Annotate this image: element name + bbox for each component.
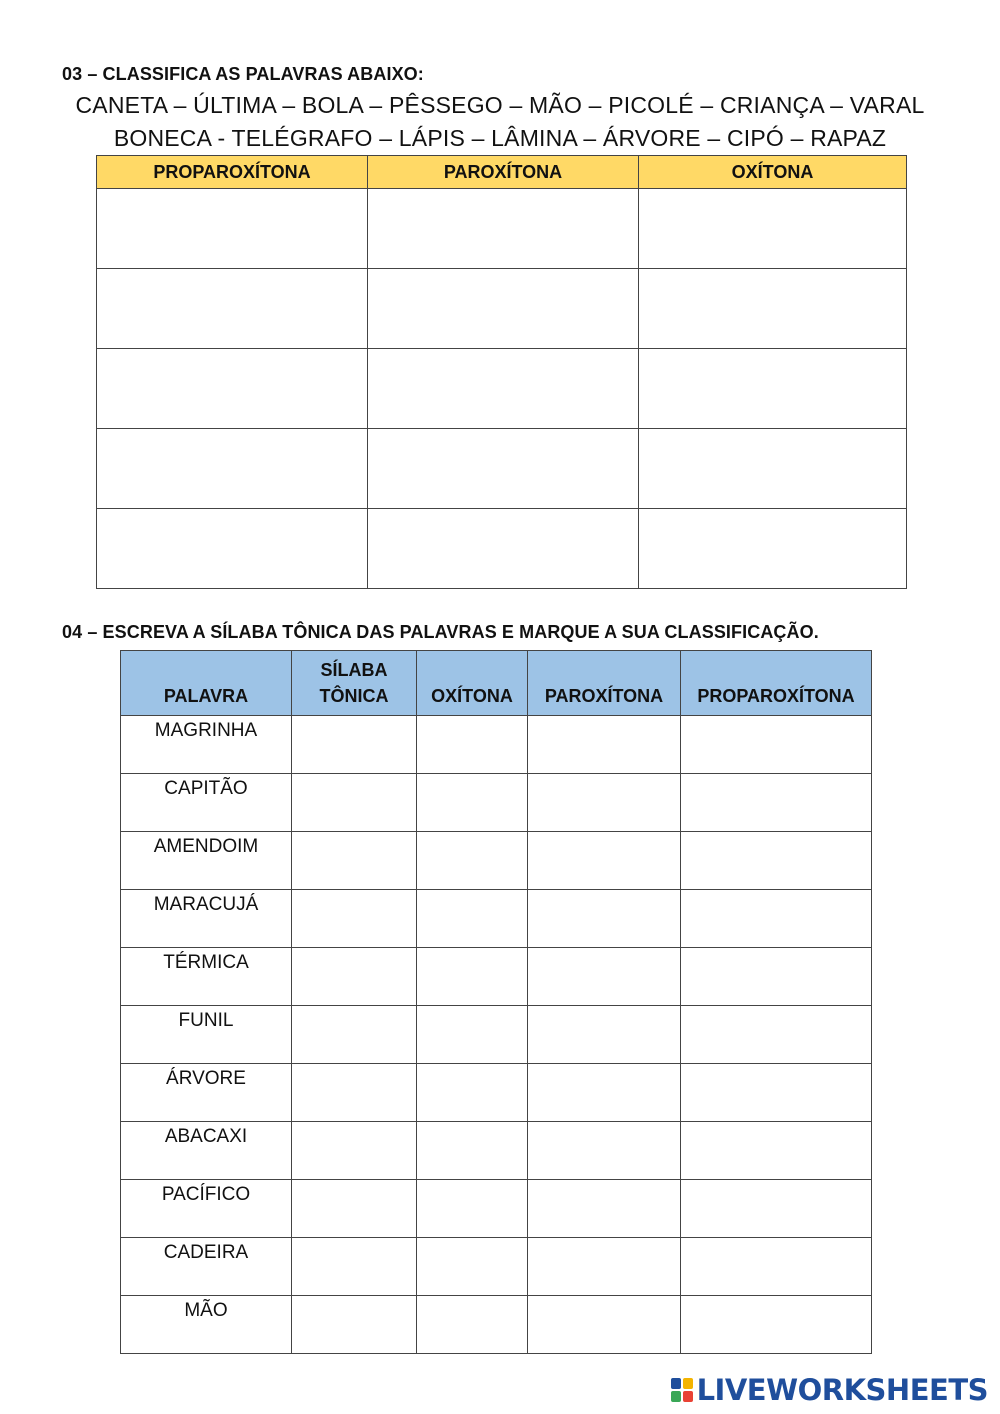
classification-mark-cell[interactable] xyxy=(528,890,681,948)
answer-cell[interactable] xyxy=(97,349,368,429)
answer-cell[interactable] xyxy=(368,349,639,429)
classification-mark-cell[interactable] xyxy=(681,1296,872,1354)
header-oxitona: OXÍTONA xyxy=(639,156,907,189)
header-oxitona: OXÍTONA xyxy=(417,651,528,716)
answer-cell[interactable] xyxy=(639,429,907,509)
classification-mark-cell[interactable] xyxy=(528,1064,681,1122)
answer-cell[interactable] xyxy=(639,349,907,429)
stress-syllable-cell[interactable] xyxy=(292,890,417,948)
answer-cell[interactable] xyxy=(368,429,639,509)
question-4-title: 04 – ESCREVA A SÍLABA TÔNICA DAS PALAVRAS E MARQUE A SUA CLASSIFICAÇÃO. xyxy=(62,622,819,642)
word-cell: ÁRVORE xyxy=(121,1064,292,1122)
header-proparoxitona: PROPAROXÍTONA xyxy=(97,156,368,189)
answer-cell[interactable] xyxy=(97,509,368,589)
header-paroxitona: PAROXÍTONA xyxy=(528,651,681,716)
classification-mark-cell[interactable] xyxy=(528,1006,681,1064)
word-row xyxy=(121,1006,872,1064)
stress-syllable-cell[interactable] xyxy=(292,1006,417,1064)
answer-cell[interactable] xyxy=(97,269,368,349)
word-cell: MARACUJÁ xyxy=(121,890,292,948)
stress-body xyxy=(121,716,872,1354)
header-palavra: PALAVRA xyxy=(121,651,292,716)
stress-header-row xyxy=(121,651,872,716)
classification-mark-cell[interactable] xyxy=(417,1122,528,1180)
classification-mark-cell[interactable] xyxy=(417,890,528,948)
classification-mark-cell[interactable] xyxy=(681,1122,872,1180)
word-row xyxy=(121,890,872,948)
classification-mark-cell[interactable] xyxy=(417,1296,528,1354)
stress-syllable-cell[interactable] xyxy=(292,832,417,890)
classification-mark-cell[interactable] xyxy=(528,832,681,890)
classification-mark-cell[interactable] xyxy=(417,832,528,890)
word-row xyxy=(121,832,872,890)
liveworksheets-logo-icon xyxy=(671,1377,693,1403)
stress-syllable-cell[interactable] xyxy=(292,948,417,1006)
classification-mark-cell[interactable] xyxy=(681,774,872,832)
answer-cell[interactable] xyxy=(97,189,368,269)
header-silaba-tonica: SÍLABA TÔNICA xyxy=(292,651,417,716)
classification-mark-cell[interactable] xyxy=(417,1180,528,1238)
word-row xyxy=(121,716,872,774)
classification-mark-cell[interactable] xyxy=(417,1064,528,1122)
word-list-line-2: BONECA - TELÉGRAFO – LÁPIS – LÂMINA – ÁRVORE – CIPÓ – RAPAZ xyxy=(113,125,887,151)
classification-mark-cell[interactable] xyxy=(528,1122,681,1180)
classification-mark-cell[interactable] xyxy=(417,948,528,1006)
classification-mark-cell[interactable] xyxy=(681,1238,872,1296)
classification-mark-cell[interactable] xyxy=(417,774,528,832)
word-cell: CAPITÃO xyxy=(121,774,292,832)
classification-mark-cell[interactable] xyxy=(681,948,872,1006)
word-cell: PACÍFICO xyxy=(121,1180,292,1238)
header-proparoxitona: PROPAROXÍTONA xyxy=(681,651,872,716)
stress-syllable-cell[interactable] xyxy=(292,1064,417,1122)
classification-row xyxy=(97,429,907,509)
stress-syllable-cell[interactable] xyxy=(292,716,417,774)
word-cell: MÃO xyxy=(121,1296,292,1354)
stress-syllable-table xyxy=(120,650,872,1354)
stress-syllable-cell[interactable] xyxy=(292,1122,417,1180)
word-list-line-1: CANETA – ÚLTIMA – BOLA – PÊSSEGO – MÃO – PICOLÉ – CRIANÇA – VARAL xyxy=(75,92,925,118)
question-3-title: 03 – CLASSIFICA AS PALAVRAS ABAIXO: xyxy=(62,64,424,84)
classification-mark-cell[interactable] xyxy=(681,716,872,774)
answer-cell[interactable] xyxy=(368,189,639,269)
word-row xyxy=(121,1296,872,1354)
answer-cell[interactable] xyxy=(639,189,907,269)
classification-row xyxy=(97,509,907,589)
answer-cell[interactable] xyxy=(639,269,907,349)
word-row xyxy=(121,1238,872,1296)
stress-syllable-cell[interactable] xyxy=(292,774,417,832)
word-row xyxy=(121,774,872,832)
classification-mark-cell[interactable] xyxy=(417,1238,528,1296)
classification-mark-cell[interactable] xyxy=(681,1006,872,1064)
answer-cell[interactable] xyxy=(639,509,907,589)
answer-cell[interactable] xyxy=(368,269,639,349)
classification-mark-cell[interactable] xyxy=(417,1006,528,1064)
classification-mark-cell[interactable] xyxy=(528,716,681,774)
classification-row xyxy=(97,269,907,349)
answer-cell[interactable] xyxy=(97,429,368,509)
classification-mark-cell[interactable] xyxy=(681,1180,872,1238)
classification-row xyxy=(97,349,907,429)
word-cell: FUNIL xyxy=(121,1006,292,1064)
stress-syllable-cell[interactable] xyxy=(292,1296,417,1354)
classification-mark-cell[interactable] xyxy=(528,948,681,1006)
word-row xyxy=(121,1122,872,1180)
word-cell: CADEIRA xyxy=(121,1238,292,1296)
classification-mark-cell[interactable] xyxy=(681,890,872,948)
classification-mark-cell[interactable] xyxy=(681,1064,872,1122)
classification-mark-cell[interactable] xyxy=(528,1180,681,1238)
classification-mark-cell[interactable] xyxy=(528,1238,681,1296)
word-row xyxy=(121,948,872,1006)
word-row xyxy=(121,1064,872,1122)
word-cell: TÉRMICA xyxy=(121,948,292,1006)
classification-table xyxy=(96,155,907,589)
word-cell: MAGRINHA xyxy=(121,716,292,774)
header-paroxitona: PAROXÍTONA xyxy=(368,156,639,189)
answer-cell[interactable] xyxy=(368,509,639,589)
liveworksheets-brand xyxy=(671,1372,988,1408)
word-cell: AMENDOIM xyxy=(121,832,292,890)
stress-syllable-cell[interactable] xyxy=(292,1238,417,1296)
classification-header-row xyxy=(97,156,907,189)
classification-mark-cell[interactable] xyxy=(528,1296,681,1354)
classification-row xyxy=(97,189,907,269)
classification-body xyxy=(97,189,907,589)
liveworksheets-wordmark: LIVEWORKSHEETS xyxy=(696,1373,988,1407)
stress-syllable-cell[interactable] xyxy=(292,1180,417,1238)
classification-mark-cell[interactable] xyxy=(528,774,681,832)
classification-mark-cell[interactable] xyxy=(681,832,872,890)
word-cell: ABACAXI xyxy=(121,1122,292,1180)
word-row xyxy=(121,1180,872,1238)
classification-mark-cell[interactable] xyxy=(417,716,528,774)
